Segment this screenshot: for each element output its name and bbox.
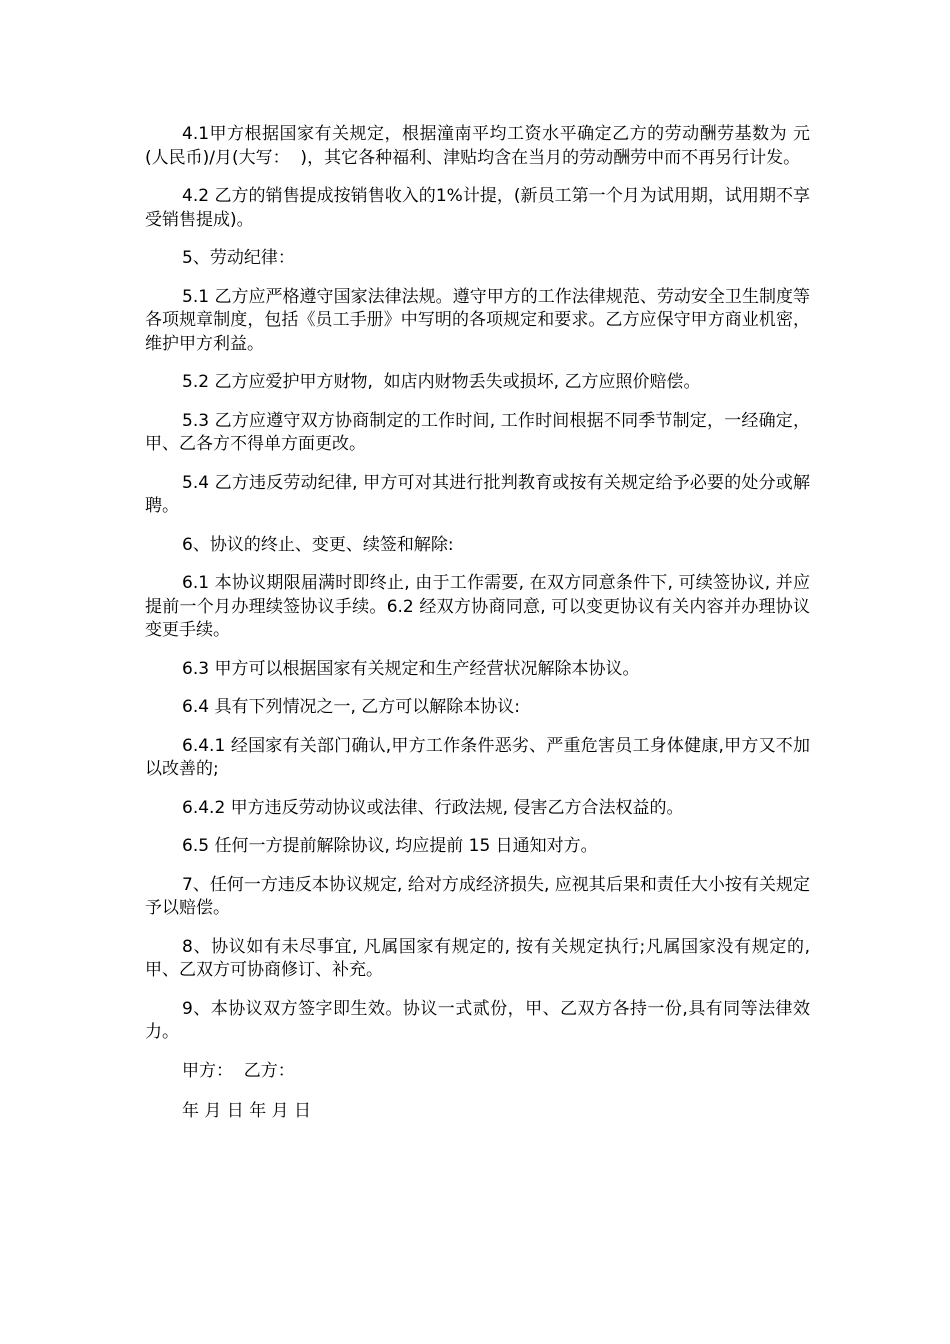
document-body [145,123,816,1141]
signature-parties: 甲方： 乙方： [182,1060,295,1081]
clause-9: 9、本协议双方签字即生效。协议一式贰份，甲、乙双方各持一份,具有同等法律效力。 [145,998,810,1042]
clause-5-3: 5.3 乙方应遵守双方协商制定的工作时间, 工作时间根据不同季节制定，一经确定，甲、乙各方不得单方面更改。 [145,410,810,454]
section-6-heading: 6、协议的终止、变更、续签和解除: [182,534,454,555]
clause-6-4-1: 6.4.1 经国家有关部门确认,甲方工作条件恶劣、严重危害员工身体健康,甲方又不加以改善的; [145,735,810,779]
clause-6-4: 6.4 具有下列情况之一, 乙方可以解除本协议: [182,697,520,717]
clause-7: 7、任何一方违反本协议规定, 给对方成经济损失, 应视其后果和责任大小按有关规定予以赔偿。 [145,874,810,918]
clause-5-4: 5.4 乙方违反劳动纪律, 甲方可对其进行批判教育或按有关规定给予必要的处分或解聘。 [145,472,810,516]
signature-dates: 年 月 日 年 月 日 [182,1101,312,1121]
clause-6-4-2: 6.4.2 甲方违反劳动协议或法律、行政法规, 侵害乙方合法权益的。 [182,797,684,818]
section-5-heading: 5、劳动纪律： [182,248,295,268]
clause-6-1: 6.1 本协议期限届满时即终止, 由于工作需要, 在双方同意条件下, 可续签协议, 并应提前一个月办理续签协议手续。6.2 经双方协商同意, 可以变更协议有关内容并办理协议变更手续。 [145,573,810,640]
clause-8: 8、协议如有未尽事宜, 凡属国家有规定的, 按有关规定执行;凡属国家没有规定的, 甲、乙双方可协商修订、补充。 [145,936,816,980]
clause-6-3: 6.3 甲方可以根据国家有关规定和生产经营状况解除本协议。 [182,658,640,679]
clause-4-1: 4.1甲方根据国家有关规定，根据潼南平均工资水平确定乙方的劳动酬劳基数为 元(人民币)/月(大写： )，其它各种福利、津贴均含在当月的劳动酬劳中而不再另行计发。 [145,124,810,168]
clause-5-1: 5.1 乙方应严格遵守国家法律法规。遵守甲方的工作法律规范、劳动安全卫生制度等各项规章制度，包括《员工手册》中写明的各项规定和要求。乙方应保守甲方商业机密，维护甲方利益。 [145,286,810,354]
clause-4-2: 4.2 乙方的销售提成按销售收入的1%计提，(新员工第一个月为试用期，试用期不享受销售提成)。 [145,186,810,230]
clause-6-5: 6.5 任何一方提前解除协议, 均应提前 15 日通知对方。 [182,836,598,856]
clause-5-2: 5.2 乙方应爱护甲方财物, 如店内财物丢失或损坏, 乙方应照价赔偿。 [182,372,701,392]
